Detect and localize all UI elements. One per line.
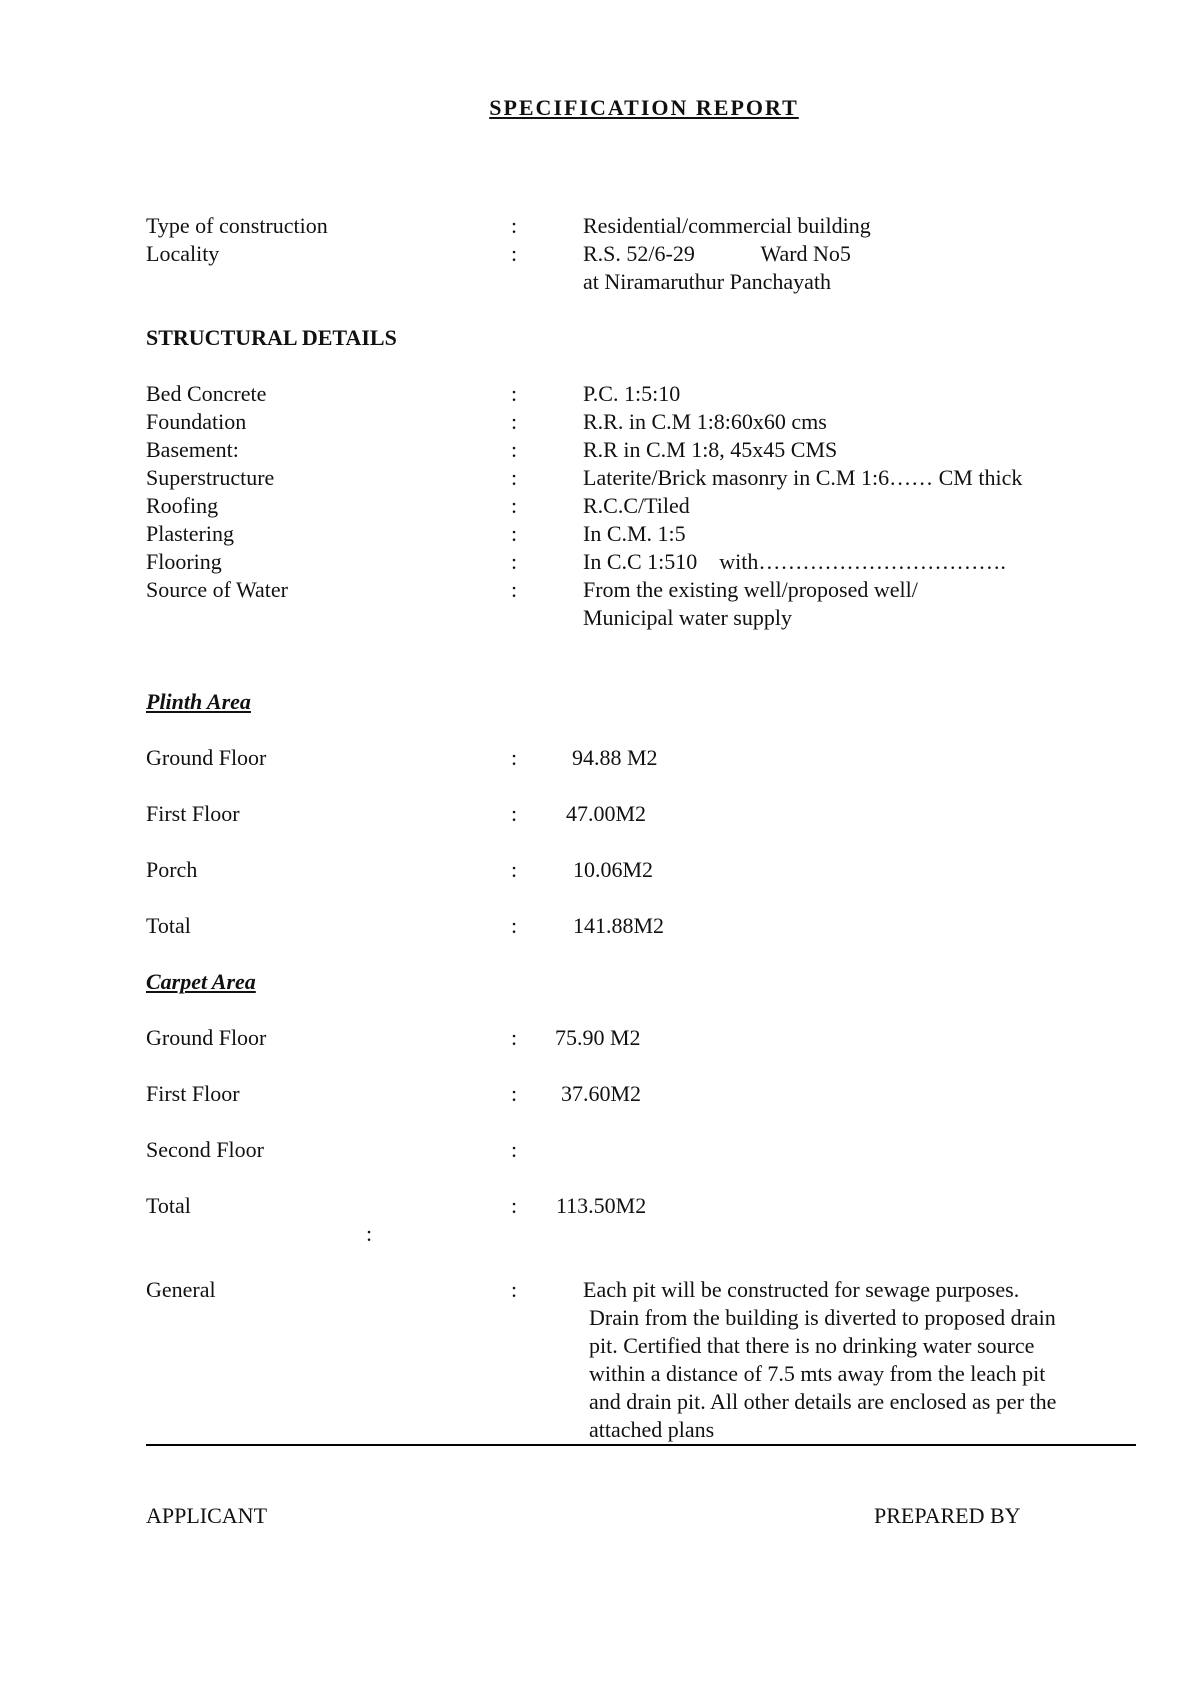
superstructure-value: Laterite/Brick masonry in C.M 1:6…… CM thick <box>583 465 1023 490</box>
plinth-first-floor-label: First Floor <box>146 801 240 826</box>
carpet-total-value: 113.50M2 <box>556 1193 647 1218</box>
colon: : <box>511 1137 518 1162</box>
carpet-ground-floor-label: Ground Floor <box>146 1025 267 1050</box>
carpet-ground-floor-value: 75.90 M2 <box>555 1025 641 1050</box>
basement-label: Basement: <box>146 437 239 462</box>
general-text-line-1: Each pit will be constructed for sewage purposes. <box>583 1277 1020 1302</box>
roofing-label: Roofing <box>146 493 219 518</box>
bed-concrete-label: Bed Concrete <box>146 381 267 406</box>
stray-colon: : <box>366 1221 373 1246</box>
carpet-total-label: Total <box>146 1193 191 1218</box>
source-of-water-label: Source of Water <box>146 577 288 602</box>
bed-concrete-value: P.C. 1:5:10 <box>583 381 681 406</box>
plastering-value: In C.M. 1:5 <box>583 521 686 546</box>
locality-value-line-1: R.S. 52/6-29 Ward No5 <box>583 241 851 266</box>
type-of-construction-label: Type of construction <box>146 213 328 238</box>
carpet-first-floor-label: First Floor <box>146 1081 240 1106</box>
colon: : <box>511 857 518 882</box>
carpet-first-floor-value: 37.60M2 <box>561 1081 642 1106</box>
plinth-total-value: 141.88M2 <box>573 913 665 938</box>
page-title: SPECIFICATION REPORT <box>489 95 799 120</box>
flooring-value: In C.C 1:510 with……………………………. <box>583 549 1006 574</box>
colon: : <box>511 745 518 770</box>
colon: : <box>511 381 518 406</box>
roofing-value: R.C.C/Tiled <box>583 493 690 518</box>
colon: : <box>511 493 518 518</box>
source-of-water-value-line-1: From the existing well/proposed well/ <box>583 577 918 602</box>
type-of-construction-value: Residential/commercial building <box>583 213 871 238</box>
plinth-porch-value: 10.06M2 <box>573 857 654 882</box>
foundation-label: Foundation <box>146 409 247 434</box>
colon: : <box>511 465 518 490</box>
colon: : <box>511 913 518 938</box>
colon: : <box>511 213 518 238</box>
colon: : <box>511 409 518 434</box>
carpet-second-floor-label: Second Floor <box>146 1137 264 1162</box>
structural-details-heading: STRUCTURAL DETAILS <box>146 325 397 350</box>
carpet-area-heading: Carpet Area <box>146 969 256 994</box>
plinth-total-label: Total <box>146 913 191 938</box>
general-text-line-2: Drain from the building is diverted to proposed drain <box>589 1305 1056 1330</box>
superstructure-label: Superstructure <box>146 465 275 490</box>
horizontal-rule <box>146 1444 1136 1446</box>
general-text-line-5: and drain pit. All other details are enclosed as per the <box>589 1389 1057 1414</box>
colon: : <box>511 1277 518 1302</box>
plinth-ground-floor-label: Ground Floor <box>146 745 267 770</box>
colon: : <box>511 437 518 462</box>
plinth-first-floor-value: 47.00M2 <box>566 801 647 826</box>
colon: : <box>511 577 518 602</box>
basement-value: R.R in C.M 1:8, 45x45 CMS <box>583 437 838 462</box>
flooring-label: Flooring <box>146 549 222 574</box>
colon: : <box>511 1193 518 1218</box>
colon: : <box>511 1081 518 1106</box>
colon: : <box>511 521 518 546</box>
foundation-value: R.R. in C.M 1:8:60x60 cms <box>583 409 827 434</box>
applicant-label: APPLICANT <box>146 1503 268 1528</box>
general-text-line-4: within a distance of 7.5 mts away from the leach pit <box>589 1361 1046 1386</box>
general-label: General <box>146 1277 216 1302</box>
colon: : <box>511 1025 518 1050</box>
plastering-label: Plastering <box>146 521 234 546</box>
source-of-water-value-line-2: Municipal water supply <box>583 605 792 630</box>
prepared-by-label: PREPARED BY <box>874 1503 1021 1528</box>
locality-label: Locality <box>146 241 220 266</box>
colon: : <box>511 549 518 574</box>
plinth-area-heading: Plinth Area <box>146 689 251 714</box>
colon: : <box>511 801 518 826</box>
general-text-line-3: pit. Certified that there is no drinking water source <box>589 1333 1035 1358</box>
plinth-porch-label: Porch <box>146 857 198 882</box>
colon: : <box>511 241 518 266</box>
locality-value-line-2: at Niramaruthur Panchayath <box>583 269 832 294</box>
plinth-ground-floor-value: 94.88 M2 <box>572 745 658 770</box>
general-text-line-6: attached plans <box>589 1417 715 1442</box>
